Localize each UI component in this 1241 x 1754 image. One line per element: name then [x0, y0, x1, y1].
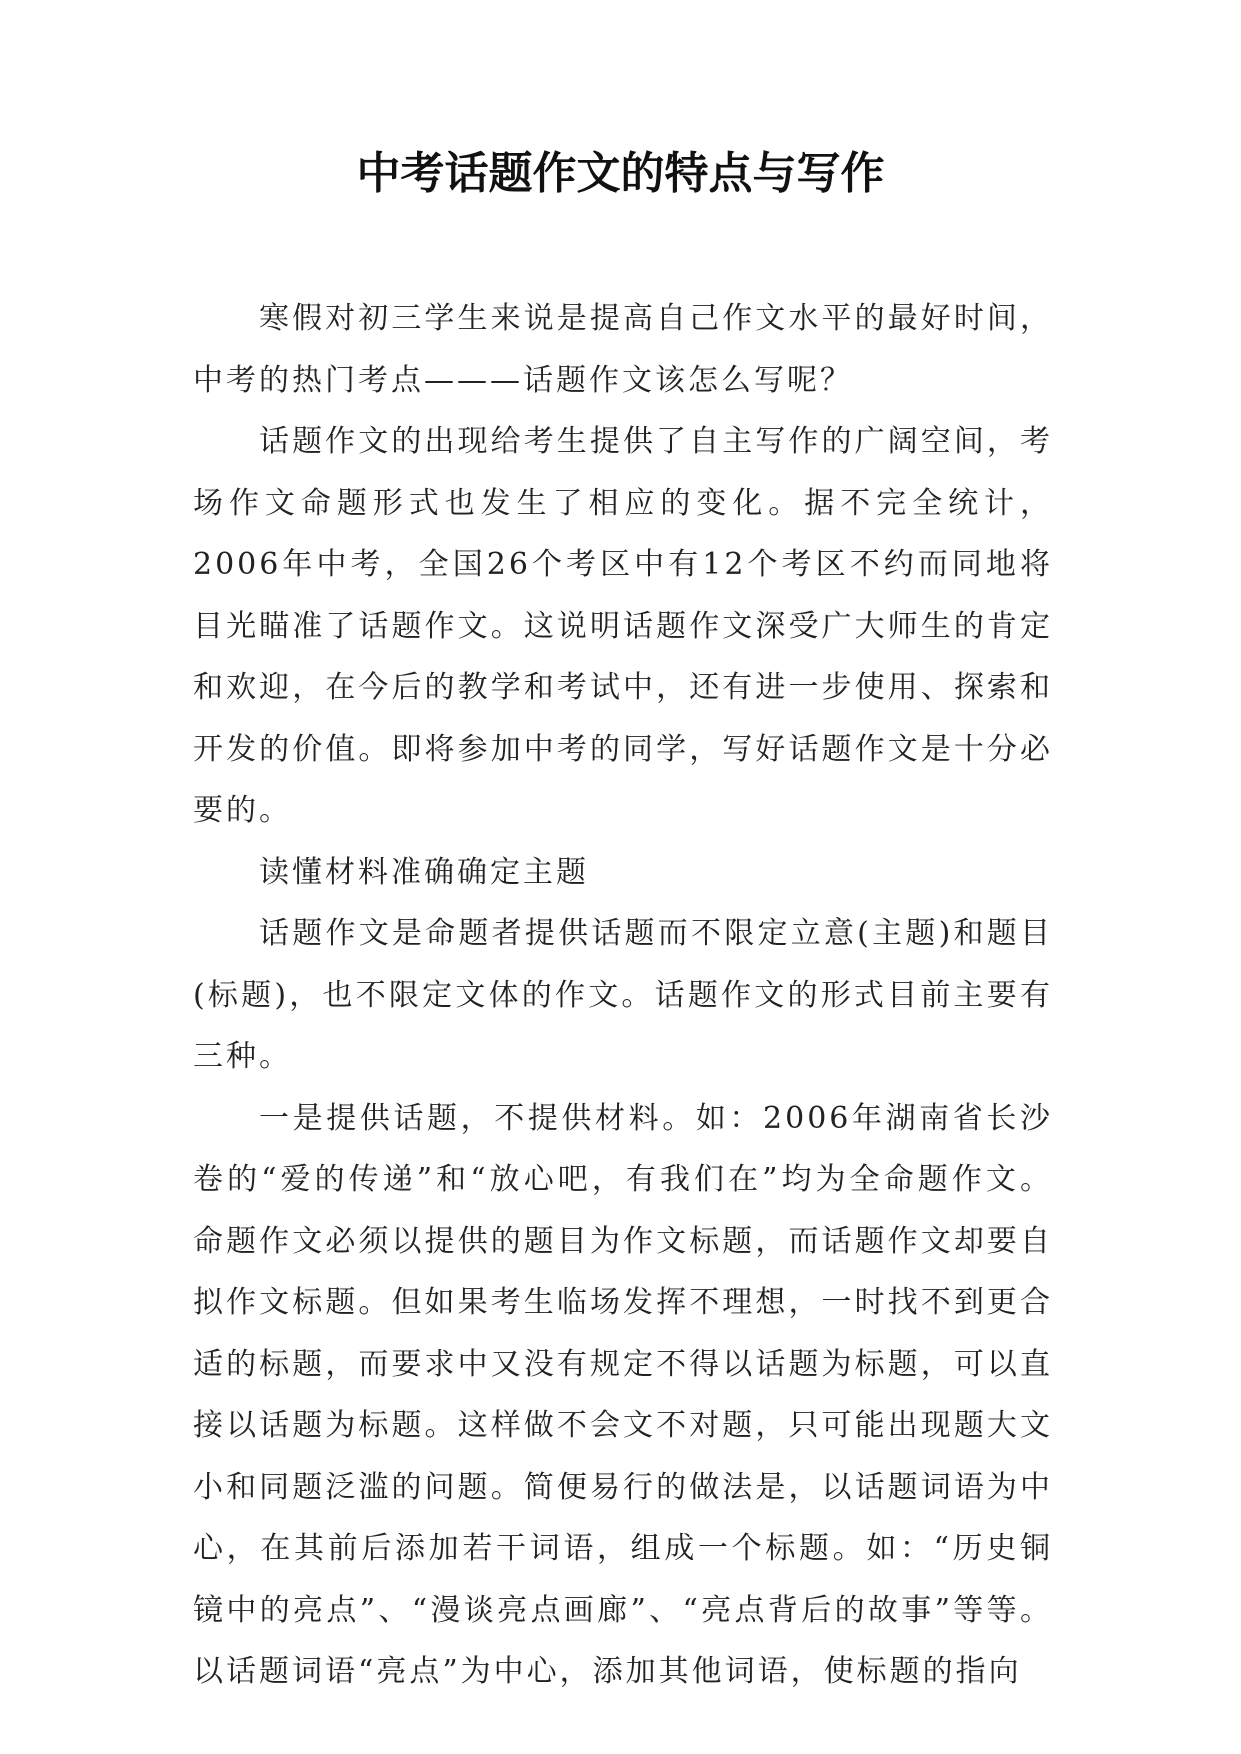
document-body	[193, 288, 1053, 1703]
section-heading: 读懂材料准确确定主题	[259, 854, 589, 890]
paragraph: 话题作文是命题者提供话题而不限定立意(主题)和题目(标题)，也不限定文体的作文。话题作文的形式目前主要有三种。	[193, 916, 1053, 1074]
document-title: 中考话题作文的特点与写作	[356, 148, 885, 199]
paragraph: 寒假对初三学生来说是提高自己作文水平的最好时间，中考的热门考点———话题作文该怎么写呢？	[193, 301, 1053, 398]
paragraph: 话题作文的出现给考生提供了自主写作的广阔空间，考场作文命题形式也发生了相应的变化。据不完全统计，2006年中考，全国26个考区中有12个考区不约而同地将目光瞄准了话题作文。这说明话题作文深受广大师生的肯定和欢迎，在今后的教学和考试中，还有进一步使用、探索和开发的价值。即将参加中考的同学，写好话题作文是十分必要的。	[193, 424, 1053, 828]
paragraph: 一是提供话题，不提供材料。如：2006年湖南省长沙卷的“爱的传递”和“放心吧，有我们在”均为全命题作文。命题作文必须以提供的题目为作文标题，而话题作文却要自拟作文标题。但如果考生临场发挥不理想，一时找不到更合适的标题，而要求中又没有规定不得以话题为标题，可以直接以话题为标题。这样做不会文不对题，只可能出现题大文小和同题泛滥的问题。简便易行的做法是，以话题词语为中心，在其前后添加若干词语，组成一个标题。如：“历史铜镜中的亮点”、“漫谈亮点画廊”、“亮点背后的故事”等等。以话题词语“亮点”为中心，添加其他词语，使标题的指向	[193, 1100, 1053, 1689]
